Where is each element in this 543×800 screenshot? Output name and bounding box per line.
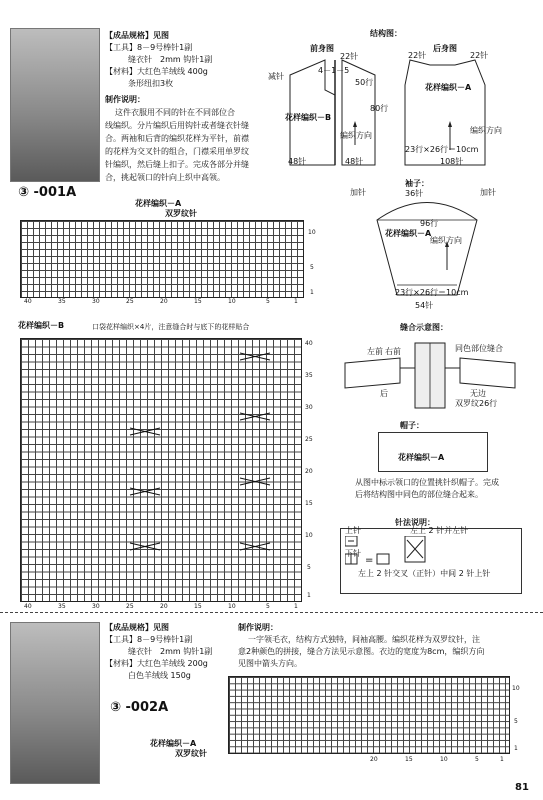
instruction-line: 合。两袖和后背的编织花样为平针，前襟 <box>105 134 249 143</box>
axis-label: 15 <box>194 603 202 610</box>
add-right: 加针 <box>480 188 496 197</box>
sleeve-pattern: 花样编织－A <box>385 229 432 238</box>
axis-label: 40 <box>305 340 313 347</box>
rows-formula: 23行×26行＝10cm <box>405 145 479 154</box>
instruction-line: 这件衣服用不同的针在不同部位合 <box>115 108 235 117</box>
instructions-title-2: 制作说明： <box>238 623 278 632</box>
axis-label: 10 <box>440 756 448 763</box>
axis-label: 35 <box>58 603 66 610</box>
instruction-line-2: 一字领毛衣，结构方式独特，间袖高腰。编织花样为双罗纹针，注 <box>248 635 480 644</box>
instruction-line-2: 见图中箭头方向。 <box>238 659 302 668</box>
sleeve-rows: 96行 <box>420 219 439 228</box>
stitches-48a: 48针 <box>288 157 307 166</box>
axis-label: 35 <box>305 372 313 379</box>
legend-cross: 左上 2 针交叉（正针）中间 2 针上针 <box>358 569 491 578</box>
pattern-a-subtitle: 双罗纹针 <box>165 209 197 218</box>
instruction-line-2: 意2种颜色的拼接，缝合方法见示意图。衣边的宽度为8cm，编织方向 <box>238 647 485 656</box>
add-left: 加针 <box>350 188 366 197</box>
hood-label: 帽子： <box>400 421 424 430</box>
axis-label: 5 <box>475 756 479 763</box>
model-photo-001a <box>10 28 100 182</box>
instruction-line: 的花样为交叉针的组合，门襟采用单罗纹 <box>105 147 249 156</box>
axis-label: 5 <box>266 603 270 610</box>
axis-label: 10 <box>305 532 313 539</box>
axis-label: 35 <box>58 298 66 305</box>
axis-label: 25 <box>126 603 134 610</box>
sleeve-top: 36针 <box>405 189 424 198</box>
svg-text:=: = <box>365 555 374 566</box>
instruction-line: 线编织。分片编织后用钩针或者缝衣针缝 <box>105 121 249 130</box>
material-line1: 【材料】大红色羊绒线 400g <box>105 67 208 76</box>
axis-label: 1 <box>500 756 504 763</box>
axis-label: 25 <box>305 436 313 443</box>
pattern-b-note: 口袋花样编织×4片，注意缝合时与底下的花样贴合 <box>92 323 250 331</box>
tools-line1-2: 【工具】8－9号棒针1副 <box>105 635 193 644</box>
axis-label: 1 <box>294 603 298 610</box>
hood-note2: 后将结构图中同色的部位缝合起来。 <box>355 490 483 499</box>
axis-label: 20 <box>370 756 378 763</box>
axis-label: 20 <box>160 603 168 610</box>
pattern-a-title: 花样编织－A <box>135 199 182 208</box>
hood-pattern: 花样编织－A <box>398 453 445 462</box>
axis-label: 20 <box>160 298 168 305</box>
axis-label: 10 <box>228 298 236 305</box>
pattern-code-002a: ③ -002A <box>110 700 169 715</box>
stitches-108: 108针 <box>440 157 464 166</box>
hood-note1: 从图中标示领口的位置挑针织帽子。完成 <box>355 478 499 487</box>
pattern-b-front: 花样编织－B <box>285 113 332 122</box>
instruction-line: 针编织，然后缝上扣子。完成各部分并缝 <box>105 160 249 169</box>
front-top: 22针 <box>340 52 359 61</box>
instruction-line: 合，挑起领口的针向上织中高领。 <box>105 173 225 182</box>
axis-label: 40 <box>24 603 32 610</box>
axis-label: 1 <box>294 298 298 305</box>
axis-label: 5 <box>266 298 270 305</box>
legend-left-over: 左上 2 针并左针 <box>410 526 469 535</box>
axis-label: 30 <box>92 298 100 305</box>
axis-label: 10 <box>512 685 520 692</box>
seam-same-color: 同色部位缝合 <box>455 344 503 353</box>
pattern-b-title: 花样编织－B <box>18 321 65 330</box>
tools-line1: 【工具】8－9号棒针1副 <box>105 43 193 52</box>
page-number: 81 <box>515 782 529 793</box>
stitches-48b: 48针 <box>345 157 364 166</box>
axis-label: 20 <box>305 468 313 475</box>
pattern-b-cross-marks <box>20 338 300 600</box>
spec-label-2: 【成品规格】见图 <box>105 623 169 632</box>
tools-line2-2: 缝衣针 2mm 钩针1副 <box>128 647 213 656</box>
rows-50: 50行 <box>355 78 374 87</box>
instructions-title: 制作说明： <box>105 95 145 104</box>
axis-label: 5 <box>514 718 518 725</box>
material-line2: 条形纽扣3枚 <box>128 79 174 88</box>
legend-title: 针法说明： <box>395 518 435 527</box>
legend-symbols <box>345 536 435 566</box>
back-top1: 22针 <box>408 51 427 60</box>
tools-line2: 缝衣针 2mm 钩针1副 <box>128 55 213 64</box>
pattern-title-2: 花样编织－A <box>150 739 197 748</box>
axis-label: 1 <box>310 289 314 296</box>
axis-label: 10 <box>308 229 316 236</box>
axis-label: 5 <box>310 264 314 271</box>
back-label: 后身图 <box>433 44 457 53</box>
back-top2: 22针 <box>470 51 489 60</box>
sleeve-formula: 23行×26行＝10cm <box>395 288 469 297</box>
rows-80: 80行 <box>370 104 389 113</box>
pattern-a-chart <box>20 220 304 298</box>
seam-rib: 双罗纹26行 <box>455 399 498 408</box>
sleeve-bottom: 54针 <box>415 301 434 310</box>
axis-label: 25 <box>126 298 134 305</box>
legend-lower: 下针 <box>345 549 361 558</box>
model-photo-002a <box>10 622 100 784</box>
front-label: 前身图 <box>310 44 334 53</box>
material-line2-2: 白色羊绒线 150g <box>128 671 191 680</box>
axis-label: 15 <box>305 500 313 507</box>
sleeve-direction: 编织方向 <box>430 236 462 245</box>
structure-title: 结构图： <box>370 29 402 38</box>
axis-label: 40 <box>24 298 32 305</box>
knit-direction-front: 编织方向 <box>340 131 372 140</box>
decrease-label: 减针 <box>268 72 284 81</box>
pattern-a-chart-2 <box>228 676 510 754</box>
pattern-sub-2: 双罗纹针 <box>175 749 207 758</box>
axis-label: 1 <box>307 592 311 599</box>
axis-label: 5 <box>307 564 311 571</box>
dec-formula: 4－1－5 <box>318 66 350 75</box>
knit-direction: 编织方向 <box>470 126 502 135</box>
section-divider <box>0 612 543 613</box>
axis-label: 15 <box>405 756 413 763</box>
pattern-a-back: 花样编织－A <box>425 83 472 92</box>
seam-title: 缝合示意图： <box>400 323 448 332</box>
legend-upper: 上针 <box>345 526 361 535</box>
seam-right-front: 右前 <box>385 347 401 356</box>
axis-label: 10 <box>228 603 236 610</box>
sleeve-label: 袖子： <box>405 179 429 188</box>
material-line1-2: 【材料】大红色羊绒线 200g <box>105 659 208 668</box>
axis-label: 30 <box>92 603 100 610</box>
spec-label: 【成品规格】见图 <box>105 31 169 40</box>
seam-left-front: 左前 <box>367 347 383 356</box>
pattern-code-001a: ③ -001A <box>18 185 77 200</box>
axis-label: 30 <box>305 404 313 411</box>
seam-back: 后 <box>380 389 388 398</box>
axis-label: 1 <box>514 745 518 752</box>
seam-no-edge: 无边 <box>470 389 486 398</box>
axis-label: 15 <box>194 298 202 305</box>
